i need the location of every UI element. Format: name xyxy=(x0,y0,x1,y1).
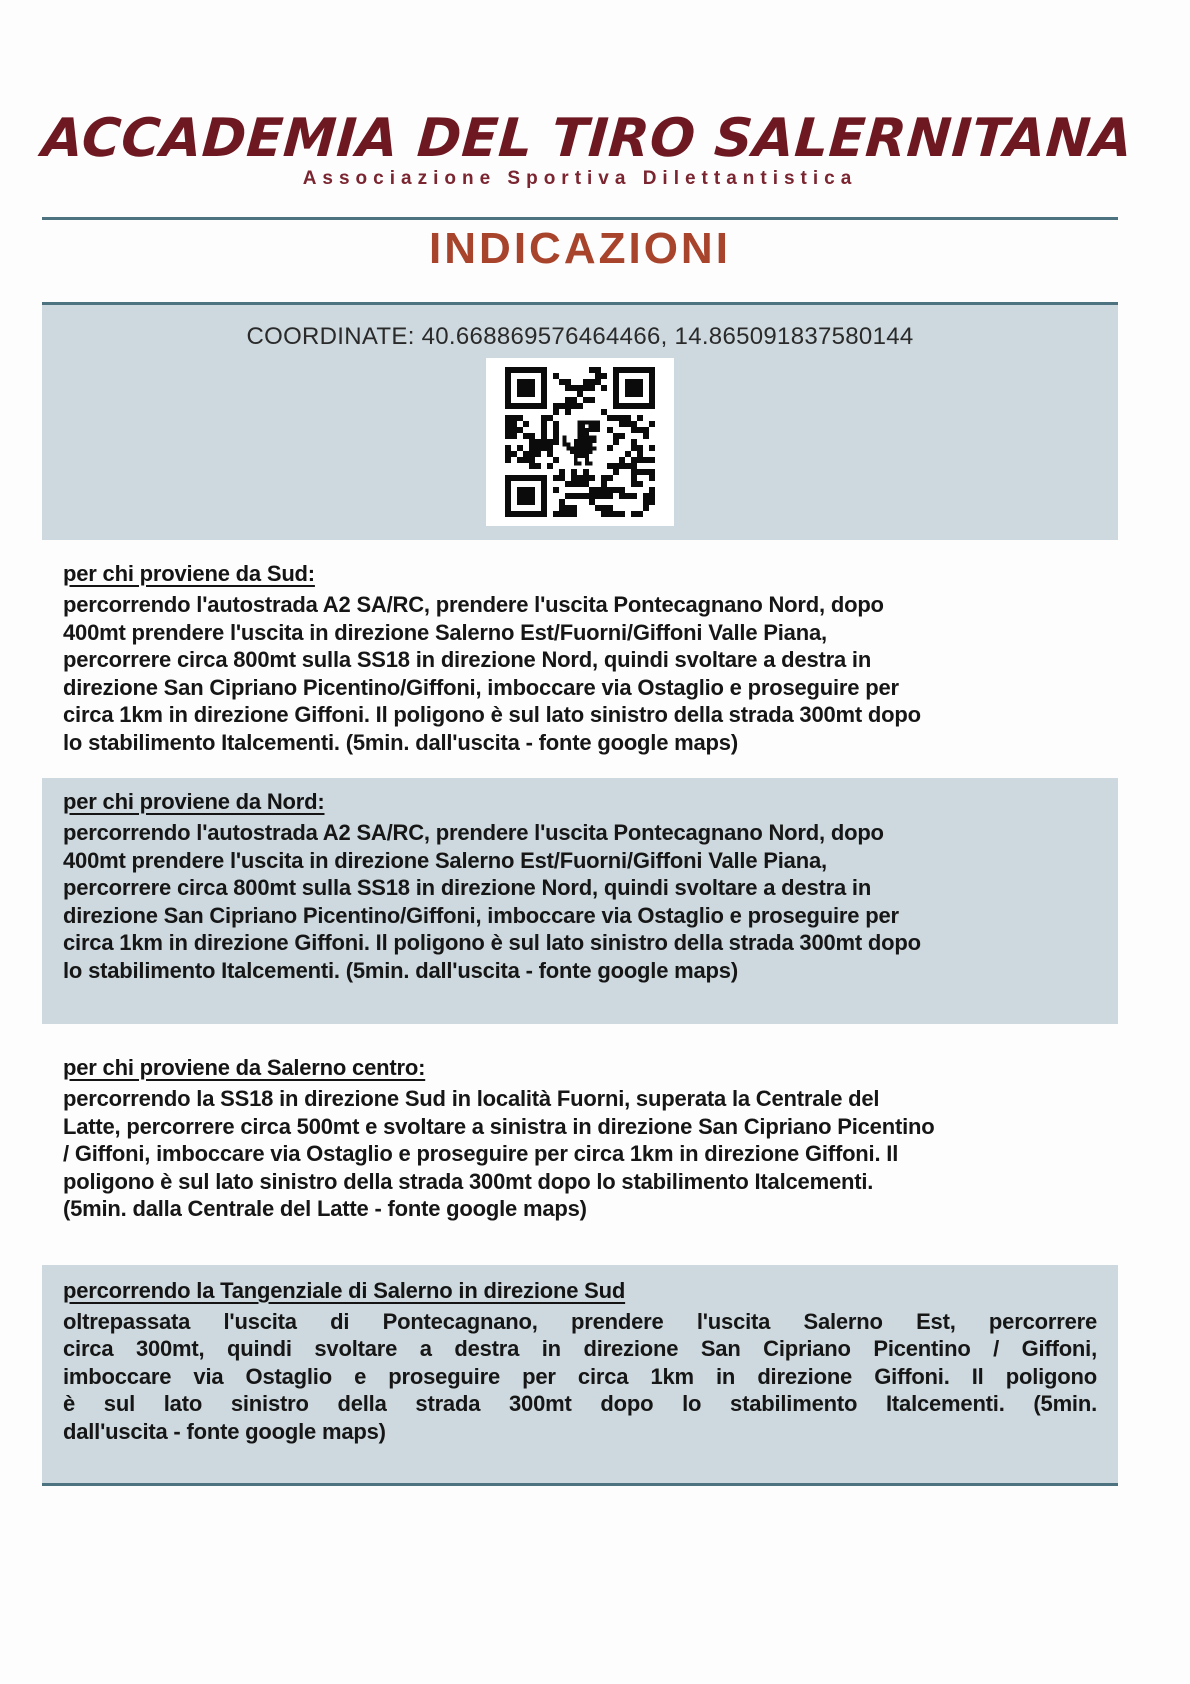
section-heading: percorrendo la Tangenziale di Salerno in direzione Sud xyxy=(63,1277,626,1303)
text-line: poligono è sul lato sinistro della strada 300mt dopo lo stabilimento Italcementi. xyxy=(63,1168,874,1194)
text-line: circa 1km in direzione Giffoni. Il poligono è sul lato sinistro della strada 300mt dopo xyxy=(63,702,921,728)
qr-code xyxy=(486,358,674,526)
text-line: percorrendo l'autostrada A2 SA/RC, prendere l'uscita Pontecagnano Nord, dopo xyxy=(63,592,884,618)
text-line: direzione San Cipriano Picentino/Giffoni, imboccare via Ostaglio e proseguire per xyxy=(63,674,899,700)
text-line: dall'uscita - fonte google maps) xyxy=(63,1418,386,1444)
text-line: percorrere circa 800mt sulla SS18 in direzione Nord, quindi svoltare a destra in xyxy=(63,647,872,673)
text-line: è sul lato sinistro della strada 300mt dopo lo stabilimento Italcementi. (5min. xyxy=(63,1391,1097,1417)
club-logo-subtitle: Associazione Sportiva Dilettantistica xyxy=(302,168,858,190)
section-heading: per chi proviene da Nord: xyxy=(63,789,325,815)
text-line: / Giffoni, imboccare via Ostaglio e proseguire per circa 1km in direzione Giffoni. Il xyxy=(63,1141,899,1167)
coordinates-text: COORDINATE: 40.668869576464466, 14.865091837580144 xyxy=(246,323,914,351)
section-from-sud xyxy=(42,550,1118,764)
text-line: 400mt prendere l'uscita in direzione Salerno Est/Fuorni/Giffoni Valle Piana, xyxy=(63,847,827,873)
text-line: percorrere circa 800mt sulla SS18 in direzione Nord, quindi svoltare a destra in xyxy=(63,875,872,901)
page-title: INDICAZIONI xyxy=(429,224,731,274)
text-line: (5min. dalla Centrale del Latte - fonte google maps) xyxy=(63,1196,587,1222)
text-line: percorrendo la SS18 in direzione Sud in località Fuorni, superata la Centrale del xyxy=(63,1086,880,1112)
text-line: percorrendo l'autostrada A2 SA/RC, prendere l'uscita Pontecagnano Nord, dopo xyxy=(63,820,884,846)
text-line: imboccare via Ostaglio e proseguire per circa 1km in direzione Giffoni. Il poligono xyxy=(63,1363,1097,1389)
section-heading: per chi proviene da Salerno centro: xyxy=(63,1055,426,1081)
text-line: direzione San Cipriano Picentino/Giffoni, imboccare via Ostaglio e proseguire per xyxy=(63,902,899,928)
text-line: circa 1km in direzione Giffoni. Il poligono è sul lato sinistro della strada 300mt dopo xyxy=(63,930,921,956)
text-line: Latte, percorrere circa 500mt e svoltare a sinistra in direzione San Cipriano Picentino xyxy=(63,1113,935,1139)
club-logo-title: ACCADEMIA DEL TIRO SALERNITANA xyxy=(39,108,1135,169)
section-heading: per chi proviene da Sud: xyxy=(63,561,315,587)
section-from-salerno-centro xyxy=(42,1042,1118,1231)
section-tangenziale xyxy=(42,1265,1118,1487)
text-line: lo stabilimento Italcementi. (5min. dall'uscita - fonte google maps) xyxy=(63,729,738,755)
coordinates-panel xyxy=(42,302,1118,540)
text-line: lo stabilimento Italcementi. (5min. dall'uscita - fonte google maps) xyxy=(63,957,738,983)
text-line: circa 300mt, quindi svoltare a destra in direzione San Cipriano Picentino / Giffoni, xyxy=(63,1336,1097,1362)
header-divider-rule xyxy=(42,217,1118,220)
qr-code-image xyxy=(505,367,655,517)
text-line: oltrepassata l'uscita di Pontecagnano, prendere l'uscita Salerno Est, percorrere xyxy=(63,1308,1097,1334)
section-from-nord xyxy=(42,778,1118,1024)
text-line: 400mt prendere l'uscita in direzione Salerno Est/Fuorni/Giffoni Valle Piana, xyxy=(63,619,827,645)
letterhead xyxy=(39,108,1135,190)
